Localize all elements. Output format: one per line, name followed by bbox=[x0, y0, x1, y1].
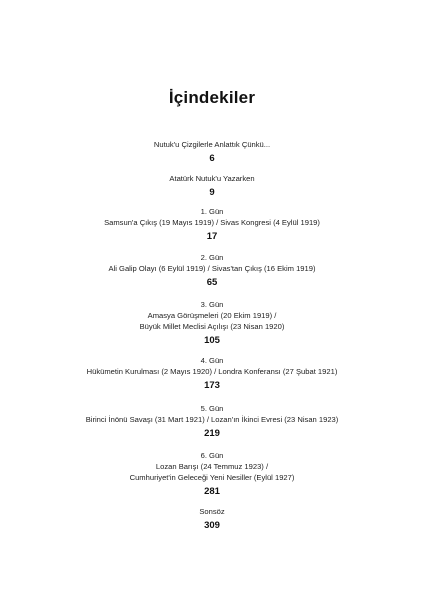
toc-entry bbox=[32, 252, 392, 299]
entry-heading: Cumhuriyet'in Geleceği Yeni Nesiller (Eylül 1927) bbox=[129, 473, 295, 482]
entry-page-number: 173 bbox=[204, 380, 220, 391]
entry-page-number: 219 bbox=[204, 428, 220, 439]
entry-heading: Samsun'a Çıkış (19 Mayıs 1919) / Sivas Kongresi (4 Eylül 1919) bbox=[104, 218, 320, 227]
toc-entry bbox=[32, 299, 392, 355]
toc-list bbox=[32, 139, 392, 536]
entry-heading: Hükümetin Kurulması (2 Mayıs 1920) / Londra Konferansı (27 Şubat 1921) bbox=[86, 367, 338, 376]
entry-heading: Amasya Görüşmeleri (20 Ekim 1919) / bbox=[147, 311, 277, 320]
entry-day-label: 3. Gün bbox=[200, 300, 224, 309]
entry-heading: Nutuk'u Çizgilerle Anlattık Çünkü... bbox=[153, 140, 271, 149]
entry-heading: Atatürk Nutuk'u Yazarken bbox=[169, 174, 255, 183]
toc-entry bbox=[32, 206, 392, 252]
toc-entry bbox=[32, 403, 392, 450]
entry-day-label: 5. Gün bbox=[200, 404, 224, 413]
entry-page-number: 281 bbox=[204, 486, 220, 497]
toc-entry bbox=[32, 450, 392, 506]
entry-heading: Birinci İnönü Savaşı (31 Mart 1921) / Lozan'ın İkinci Evresi (23 Nisan 1923) bbox=[85, 415, 339, 424]
entry-page-number: 9 bbox=[209, 187, 215, 198]
entry-page-number: 6 bbox=[209, 153, 215, 164]
entry-heading: Büyük Millet Meclisi Açılışı (23 Nisan 1920) bbox=[139, 322, 285, 331]
entry-page-number: 17 bbox=[206, 231, 218, 242]
entry-day-label: 1. Gün bbox=[200, 207, 224, 216]
entry-day-label: 6. Gün bbox=[200, 451, 224, 460]
entry-page-number: 65 bbox=[206, 277, 218, 288]
page-title: İçindekiler bbox=[168, 88, 256, 107]
toc-entry bbox=[32, 355, 392, 403]
entry-day-label: 4. Gün bbox=[200, 356, 224, 365]
toc-entry bbox=[32, 506, 392, 536]
entry-day-label: 2. Gün bbox=[200, 253, 224, 262]
toc-entry bbox=[32, 139, 392, 173]
toc-entry bbox=[32, 173, 392, 206]
entry-heading: Lozan Barışı (24 Temmuz 1923) / bbox=[155, 462, 269, 471]
entry-heading: Ali Galip Olayı (6 Eylül 1919) / Sivas'tan Çıkış (16 Ekim 1919) bbox=[108, 264, 316, 273]
entry-page-number: 309 bbox=[204, 520, 220, 531]
entry-page-number: 105 bbox=[204, 335, 220, 346]
entry-heading: Sonsöz bbox=[199, 507, 225, 516]
